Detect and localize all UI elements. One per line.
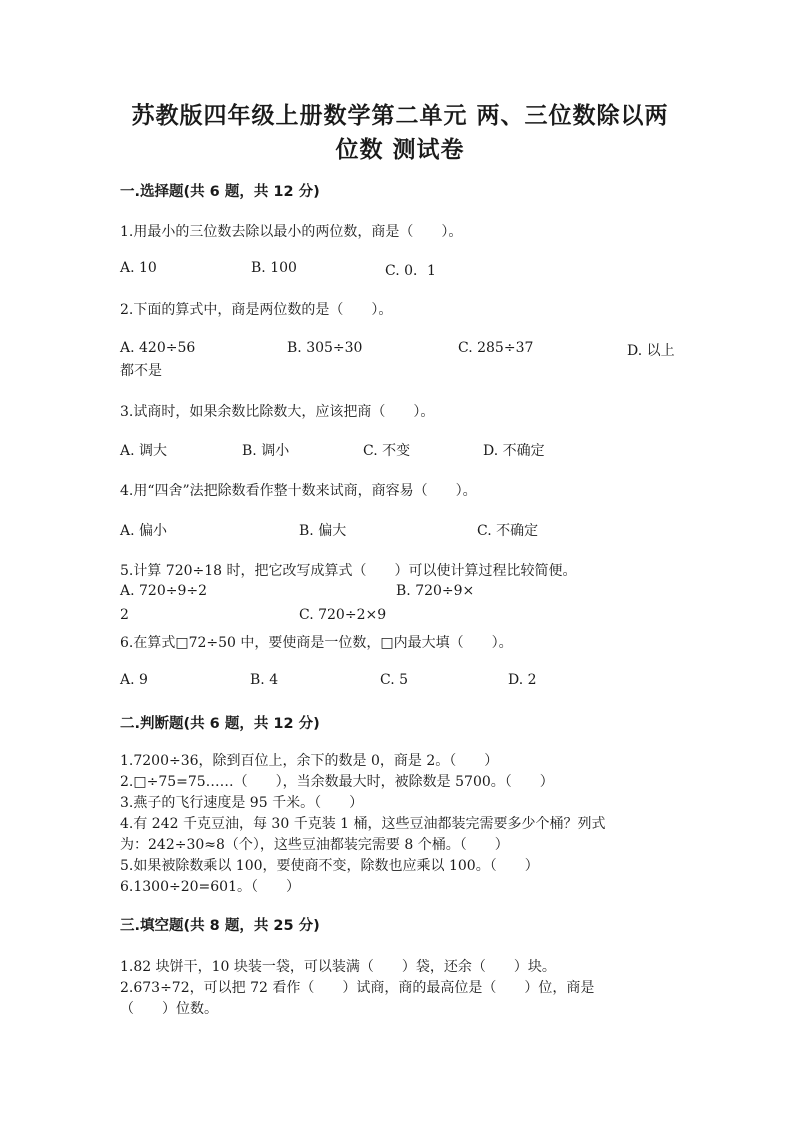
choice-q3-option-c: C. 不变 bbox=[363, 443, 411, 459]
choice-question-2: 2.下面的算式中，商是两位数的是（ ）。 bbox=[120, 302, 393, 318]
choice-q5-option-c: C. 720÷2×9 bbox=[299, 607, 387, 623]
choice-q5-option-b-continued: 2 bbox=[120, 607, 129, 623]
worksheet-title-line2: 位数 测试卷 bbox=[335, 137, 465, 163]
judgment-item-6: 6.1300÷20=601。（ ） bbox=[120, 879, 300, 895]
choice-question-4: 4.用“四舍”法把除数看作整十数来试商，商容易（ ）。 bbox=[120, 483, 477, 499]
fill-blank-item-1: 1.82 块饼干，10 块装一袋，可以装满（ ）袋，还余（ ）块。 bbox=[120, 959, 556, 975]
fill-blank-item-2-continued: （ ）位数。 bbox=[120, 1001, 218, 1017]
choice-q2-option-c: C. 285÷37 bbox=[458, 340, 534, 356]
choice-q5-option-a: A. 720÷9÷2 bbox=[120, 583, 208, 599]
choice-q4-option-c: C. 不确定 bbox=[477, 523, 539, 539]
choice-q2-option-d: D. 以上 bbox=[627, 343, 675, 359]
judgment-item-3: 3.燕子的飞行速度是 95 千米。（ ） bbox=[120, 795, 364, 811]
choice-q3-option-a: A. 调大 bbox=[120, 443, 168, 459]
choice-question-6: 6.在算式□72÷50 中，要使商是一位数，□内最大填（ ）。 bbox=[120, 635, 513, 651]
choice-q1-option-b: B. 100 bbox=[251, 260, 297, 276]
judgment-item-2: 2.□÷75=75……（ ），当余数最大时，被除数是 5700。（ ） bbox=[120, 774, 554, 790]
section-heading-choice: 一.选择题(共 6 题，共 12 分) bbox=[120, 184, 320, 200]
choice-q3-option-b: B. 调小 bbox=[242, 443, 290, 459]
choice-question-1: 1.用最小的三位数去除以最小的两位数，商是（ ）。 bbox=[120, 224, 463, 240]
choice-q6-option-b: B. 4 bbox=[250, 672, 279, 688]
choice-q2-option-d-continued: 都不是 bbox=[120, 363, 162, 379]
judgment-item-4: 4.有 242 千克豆油，每 30 千克装 1 桶，这些豆油都装完需要多少个桶？列式 bbox=[120, 816, 606, 832]
choice-q1-option-c: C. 0．1 bbox=[385, 263, 436, 279]
section-heading-fill-blank: 三.填空题(共 8 题，共 25 分) bbox=[120, 918, 320, 934]
fill-blank-item-2: 2.673÷72，可以把 72 看作（ ）试商，商的最高位是（ ）位，商是 bbox=[120, 980, 595, 996]
judgment-item-4-continued: 为：242÷30≈8（个），这些豆油都装完需要 8 个桶。（ ） bbox=[120, 837, 509, 853]
choice-q3-option-d: D. 不确定 bbox=[483, 443, 545, 459]
choice-q2-option-a: A. 420÷56 bbox=[120, 340, 196, 356]
choice-q6-option-a: A. 9 bbox=[120, 672, 148, 688]
choice-q4-option-b: B. 偏大 bbox=[299, 523, 347, 539]
worksheet-title-line1: 苏教版四年级上册数学第二单元 两、三位数除以两 bbox=[131, 103, 669, 129]
choice-question-3: 3.试商时，如果余数比除数大，应该把商（ ）。 bbox=[120, 404, 435, 420]
choice-q5-option-b: B. 720÷9× bbox=[396, 583, 475, 599]
judgment-item-1: 1.7200÷36，除到百位上，余下的数是 0，商是 2。（ ） bbox=[120, 753, 499, 769]
choice-q2-option-b: B. 305÷30 bbox=[287, 340, 363, 356]
judgment-item-5: 5.如果被除数乘以 100，要使商不变，除数也应乘以 100。（ ） bbox=[120, 858, 539, 874]
choice-q6-option-c: C. 5 bbox=[380, 672, 409, 688]
choice-q1-option-a: A. 10 bbox=[120, 260, 157, 276]
section-heading-judgment: 二.判断题(共 6 题，共 12 分) bbox=[120, 716, 320, 732]
choice-question-5: 5.计算 720÷18 时，把它改写成算式（ ）可以使计算过程比较简便。 bbox=[120, 563, 577, 579]
choice-q6-option-d: D. 2 bbox=[508, 672, 537, 688]
choice-q4-option-a: A. 偏小 bbox=[120, 523, 168, 539]
